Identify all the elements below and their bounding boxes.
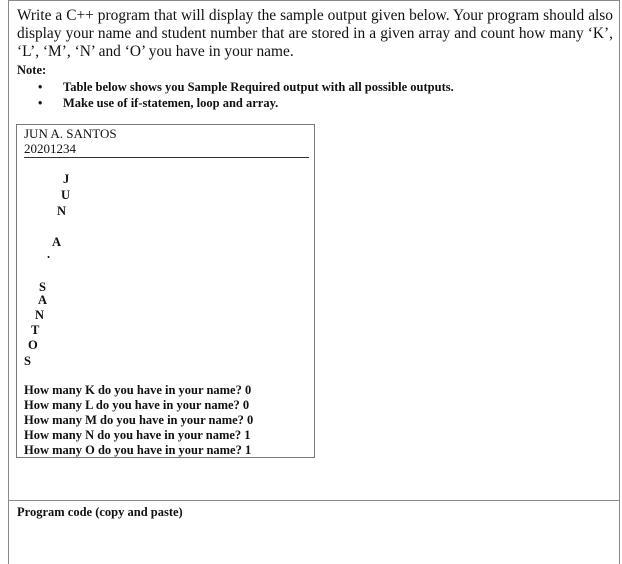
question-line: How many M do you have in your name? 0 <box>24 413 254 427</box>
instructions-text: Write a C++ program that will display the sample output given below. Your program should also display your name and student number that are stored in a given array and count how many ‘K’, ‘L’, ‘M’, ‘N’ and ‘O’ you have in your name. <box>17 7 613 60</box>
program-code-label: Program code (copy and paste) <box>17 505 183 519</box>
diagonal-letter: S <box>24 354 31 368</box>
note-text: Table below shows you Sample Required output with all possible outputs. <box>63 80 454 94</box>
question-line: How many K do you have in your name? 0 <box>24 383 252 397</box>
diagonal-letter: N <box>35 308 45 322</box>
diagonal-letter: A <box>52 235 62 249</box>
diagonal-letter: T <box>31 323 40 337</box>
bullet-icon: • <box>38 96 43 110</box>
question-line: How many N do you have in your name? 1 <box>24 428 251 442</box>
diagonal-letter: . <box>47 247 51 261</box>
diagonal-letter: O <box>28 338 38 352</box>
question-line: How many O do you have in your name? 1 <box>24 443 252 457</box>
diagonal-letter: J <box>63 172 70 186</box>
top-border <box>8 0 620 1</box>
diagonal-letter: S <box>39 280 46 294</box>
diagonal-letter: A <box>38 293 48 307</box>
note-text: Make use of if-statemen, loop and array. <box>63 96 279 110</box>
section-divider <box>8 500 620 501</box>
note-item <box>38 95 454 111</box>
diagonal-letter: U <box>61 188 71 202</box>
bullet-icon: • <box>38 80 43 94</box>
sample-output-box <box>16 124 315 458</box>
diagonal-letter: N <box>57 204 67 218</box>
sample-divider <box>24 157 309 158</box>
note-list <box>38 79 454 111</box>
sample-name: JUN A. SANTOS <box>24 126 117 141</box>
question-line: How many L do you have in your name? 0 <box>24 398 250 412</box>
note-label: Note: <box>17 63 47 77</box>
sample-student-number: 20201234 <box>24 141 76 156</box>
note-item <box>38 79 454 95</box>
